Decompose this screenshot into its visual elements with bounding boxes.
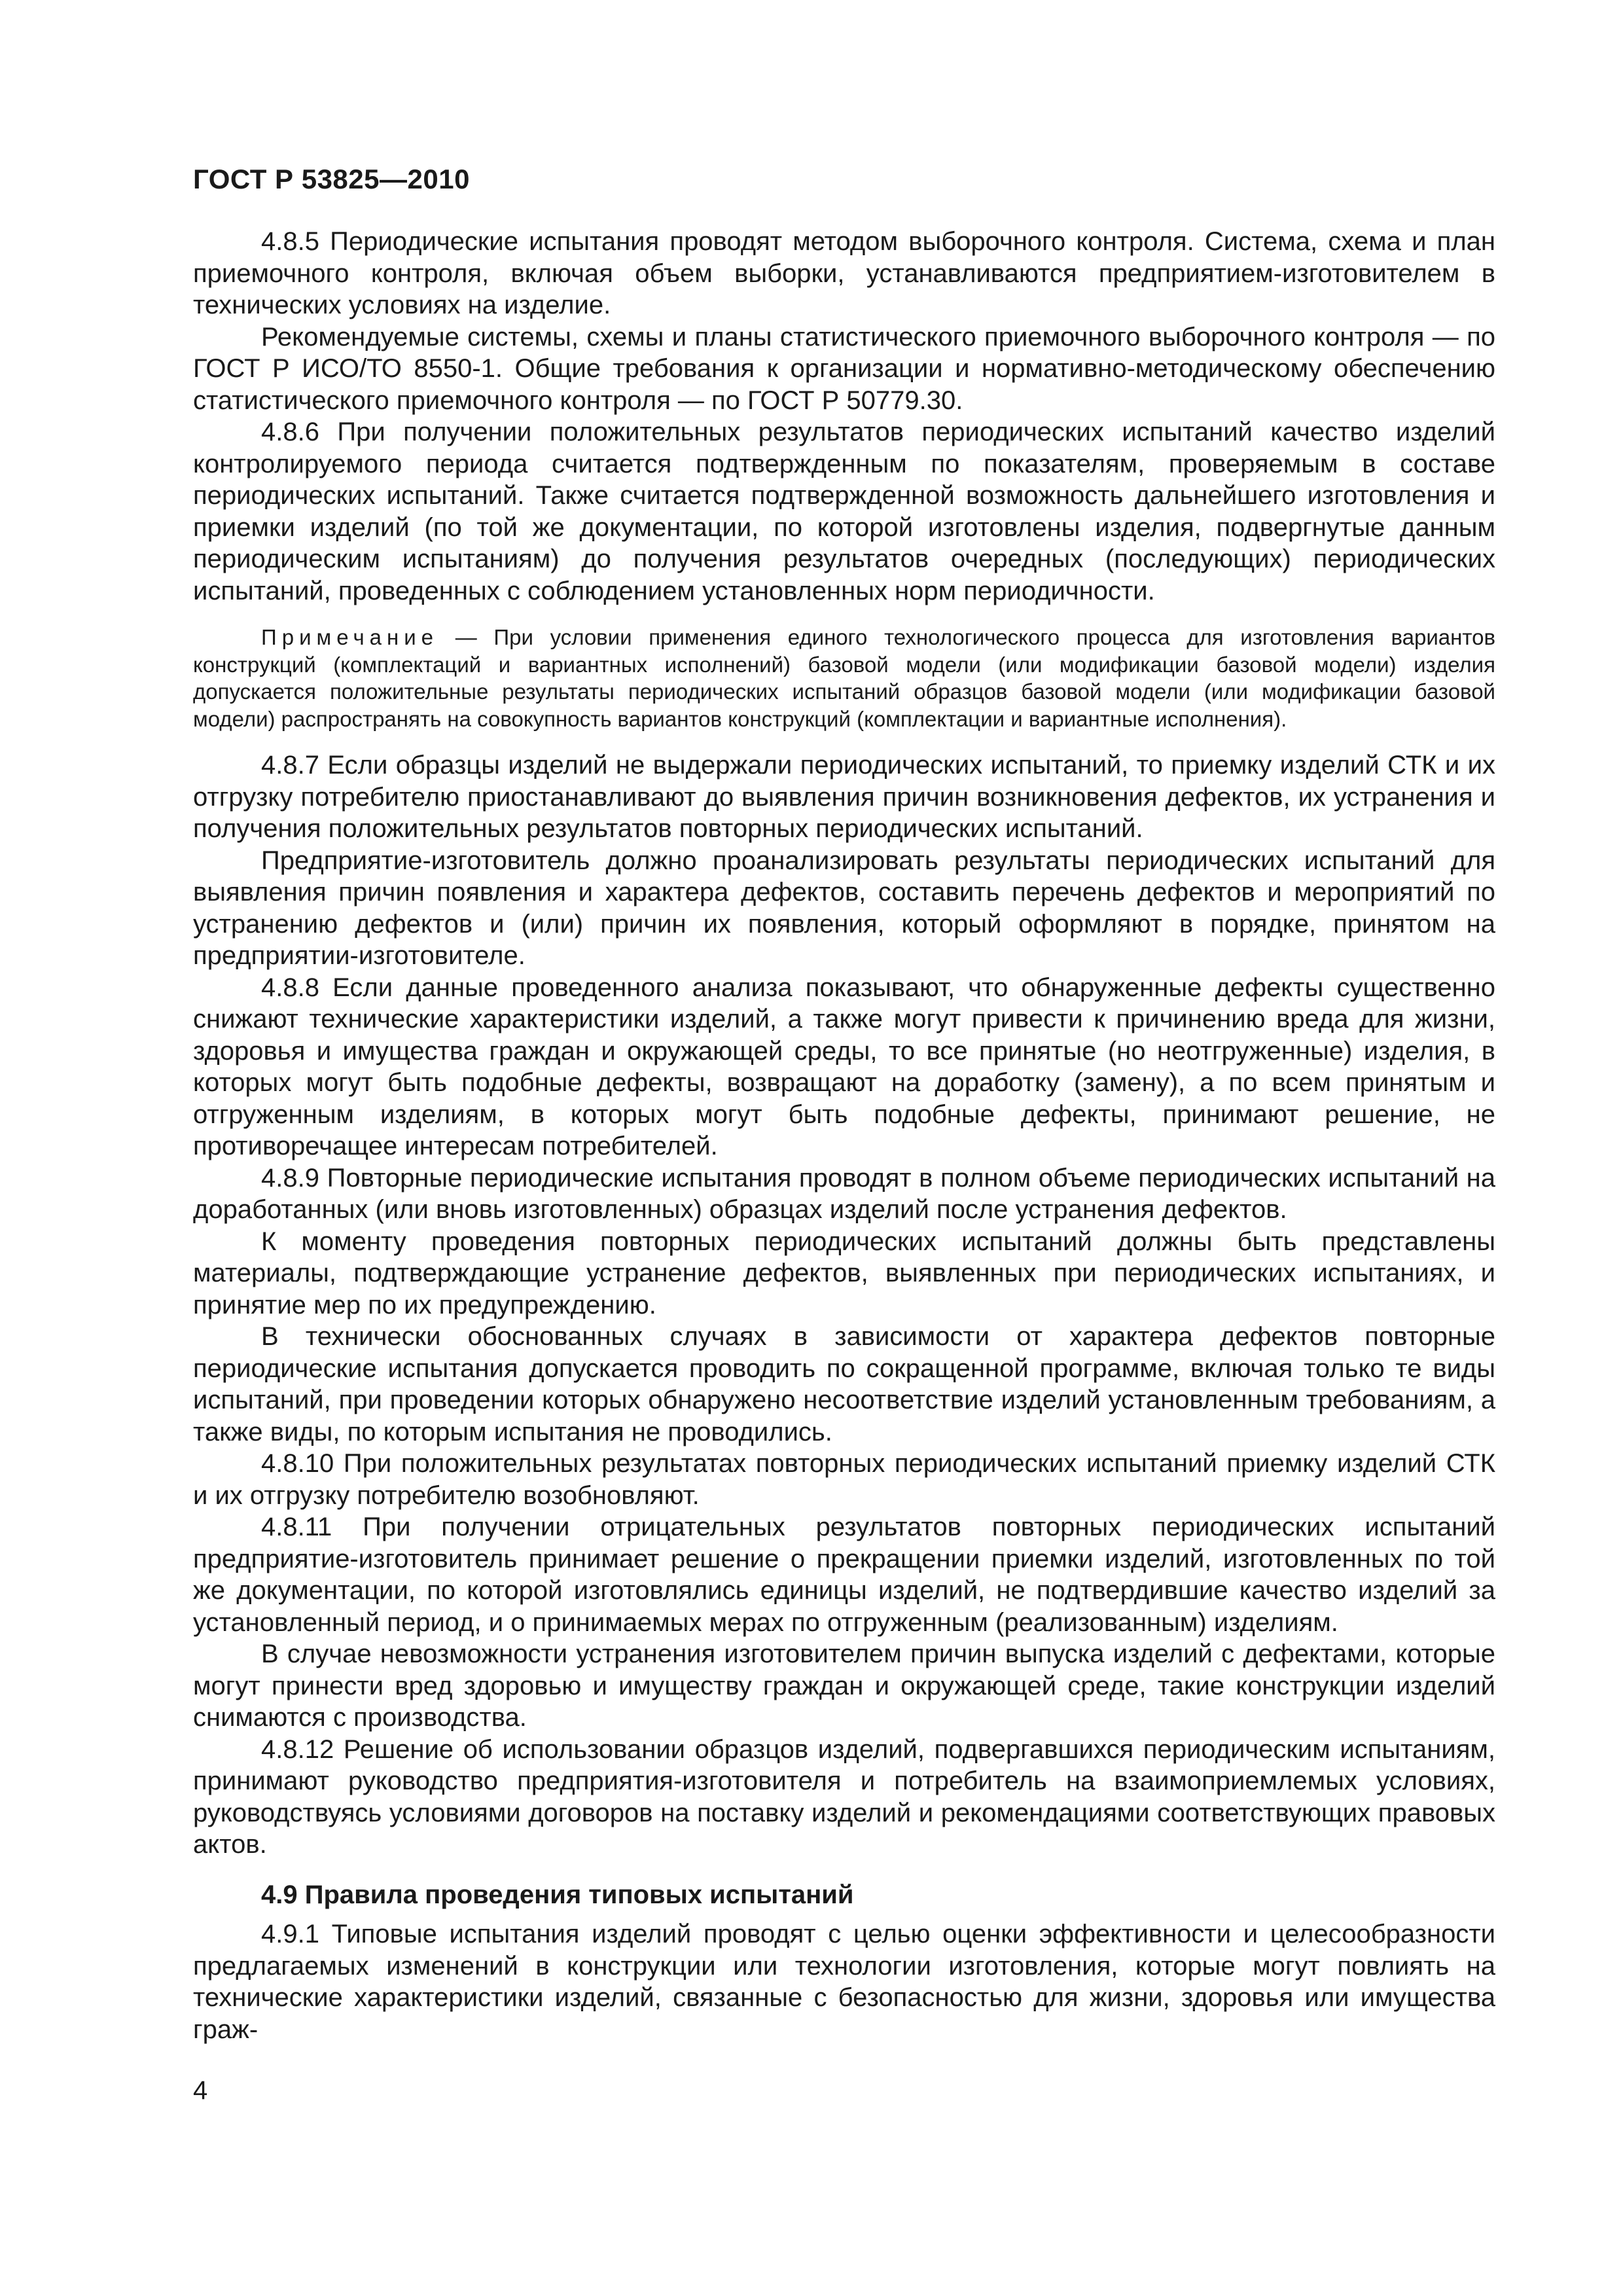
paragraph-4-8-5: 4.8.5 Периодические испытания проводят методом выборочного контроля. Система, схема и план приемочного контроля, включая объем выборки, устанавливаются предприятием-изготовителем в технических условиях на изделие. (193, 227, 1495, 319)
page-number: 4 (193, 2076, 208, 2105)
paragraph-4-8-12: 4.8.12 Решение об использовании образцов изделий, подвергавшихся периодическим испытаниям, принимают руководство предприятия-изготовителя и потребитель на взаимоприемлемых условиях, руководствуясь условиями договоров на поставку изделий и рекомендациями соответствующих правовых актов. (193, 1734, 1495, 1859)
paragraph-4-8-6: 4.8.6 При получении положительных результатов периодических испытаний качество изделий контролируемого периода считается подтвержденным по показателям, проверяемым в составе периодических испытаний. Также считается подтвержденной возможность дальнейшего изготовления и приемки изделий (по той же документации, по которой изготовлены изделия, подвергнутые данным периодическим испытаниям) до получения результатов очередных (последующих) периодических испытаний, проведенных с соблюдением установленных норм периодичности. (193, 418, 1495, 605)
paragraph-4-8-10: 4.8.10 При положительных результатах повторных периодических испытаний приемку изделий СТК и их отгрузку потребителю возобновляют. (193, 1449, 1495, 1510)
paragraph-4-9-1: 4.9.1 Типовые испытания изделий проводят с целью оценки эффективности и целесообразности предлагаемых изменений в конструкции или технологии изготовления, которые могут повлиять на технические характеристики изделий, связанные с безопасностью для жизни, здоровья или имущества граж- (193, 1920, 1495, 2044)
note-label: Примечание (261, 625, 439, 649)
section-heading-4-9: 4.9 Правила проведения типовых испытаний (261, 1880, 854, 1909)
paragraph-4-8-8: 4.8.8 Если данные проведенного анализа показывают, что обнаруженные дефекты существенно снижают технические характеристики изделий, а также могут привести к причинению вреда для жизни, здоровья и имущества граждан и окружающей среды, то все принятые (но неотгруженные) изделия, в которых могут быть подобные дефекты, возвращают на доработку (замену), а по всем принятым и отгруженным изделиям, в которых могут быть подобные дефекты, принимают решение, не противоречащее интересам потребителей. (193, 973, 1495, 1160)
note-block (193, 624, 1495, 732)
paragraph-defect-analysis: Предприятие-изготовитель должно проанализировать результаты периодических испытаний для выявления причин появления и характера дефектов, составить перечень дефектов и мероприятий по устранению дефектов и (или) причин их появления, который оформляют в порядке, принятом на предприятии-изготовителе. (193, 846, 1495, 970)
document-header-title: ГОСТ Р 53825—2010 (193, 164, 470, 194)
paragraph-materials: К моменту проведения повторных периодических испытаний должны быть представлены материалы, подтверждающие устранение дефектов, выявленных при периодических испытаниях, и принятие мер по их предупреждению. (193, 1227, 1495, 1319)
paragraph-4-8-11: 4.8.11 При получении отрицательных результатов повторных периодических испытаний предприятие-изготовитель принимает решение о прекращении приемки изделий, изготовленных по той же документации, по которой изготовлялись единицы изделий, не подтвердившие качество изделий за установленный период, и о принимаемых мерах по отгруженным (реализованным) изделиям. (193, 1513, 1495, 1637)
paragraph-production-stop: В случае невозможности устранения изготовителем причин выпуска изделий с дефектами, которые могут принести вред здоровью и имуществу граждан и окружающей среде, такие конструкции изделий снимаются с производства. (193, 1640, 1495, 1732)
paragraph-reduced-program: В технически обоснованных случаях в зависимости от характера дефектов повторные периодические испытания допускается проводить по сокращенной программе, включая только те виды испытаний, при проведении которых обнаружено несоответствие изделий установленным требованиям, а также виды, по которым испытания не проводились. (193, 1322, 1495, 1446)
paragraph-recommended-systems: Рекомендуемые системы, схемы и планы статистического приемочного выборочного контроля — по ГОСТ Р ИСО/ТО 8550-1. Общие требования к организации и нормативно-методическому обеспечению статистического приемочного контроля — по ГОСТ Р 50779.30. (193, 322, 1495, 415)
document-body (193, 226, 1495, 2045)
note-text: — При условии применения единого технологического процесса для изготовления вариантов конструкций (комплектаций и вариантных исполнений) базовой модели (или модификации базовой модели) изделия допускается положительные результаты периодических испытаний образцов базовой модели (или модификации базовой модели) распространять на совокупность вариантов конструкций (комплектации и вариантные исполнения). (193, 625, 1495, 731)
paragraph-4-8-7: 4.8.7 Если образцы изделий не выдержали периодических испытаний, то приемку изделий СТК и их отгрузку потребителю приостанавливают до выявления причин возникновения дефектов, их устранения и получения положительных результатов повторных периодических испытаний. (193, 751, 1495, 843)
paragraph-4-8-9: 4.8.9 Повторные периодические испытания проводят в полном объеме периодических испытаний на доработанных (или вновь изготовленных) образцах изделий после устранения дефектов. (193, 1163, 1495, 1224)
